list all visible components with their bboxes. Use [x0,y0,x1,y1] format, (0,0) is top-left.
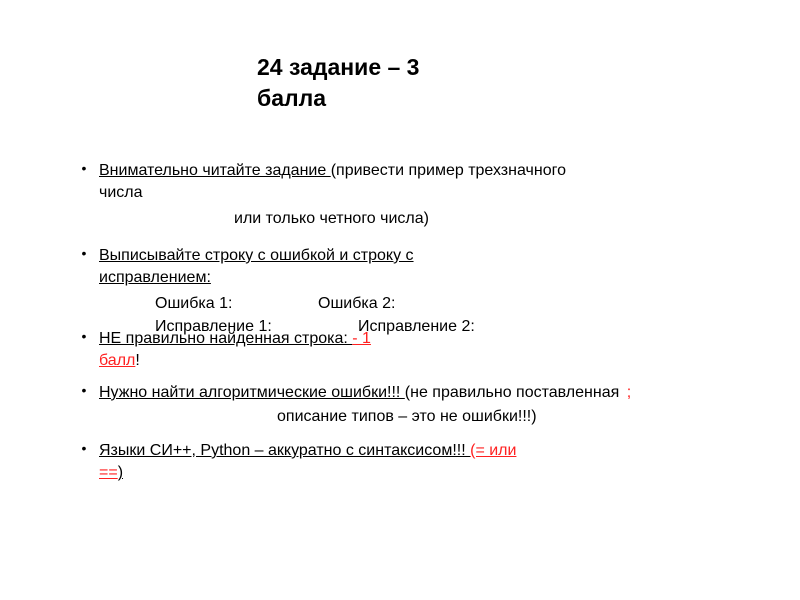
title-line-1: 24 задание – 3 [257,54,420,80]
languages-line-2 [99,462,516,484]
bullet-write-line [99,245,414,289]
languages-underlined: Языки СИ++, Python – аккуратно с синтаксисом!!! [99,442,471,459]
bullet-icon: • [81,160,87,176]
title-line-2: балла [257,85,327,111]
wrong-line-main: НЕ правильно найденная строка: [99,330,353,347]
fix-1-label: Исправление 1: [155,318,272,335]
bullet-icon: • [81,440,87,456]
semicolon-mark: ; [626,384,632,401]
algo-errors-rest: (не правильно поставленная [404,384,624,401]
bullet-read-task [99,160,566,230]
bullet-algo-errors [99,382,631,428]
slide-title [257,52,457,114]
wrong-line-line-2 [99,350,371,372]
algo-errors-underlined: Нужно найти алгоритмические ошибки!!! [99,384,405,401]
wrong-line-line-1 [99,328,371,350]
bullet-icon: • [81,382,87,398]
fix-2-label: Исправление 2: [358,318,475,335]
write-line-line-2: исправлением: [99,269,211,286]
wrong-line-penalty: - 1 [352,330,371,347]
read-task-line-1 [99,160,566,182]
languages-line-1 [99,440,516,462]
languages-close-paren: ) [117,464,124,481]
error-1-label: Ошибка 1: [155,295,233,312]
bullet-icon: • [81,245,87,261]
read-task-underlined: Внимательно читайте задание [99,162,331,179]
wrong-line-exclaim: ! [135,352,140,369]
algo-errors-line-1 [99,382,631,404]
bullet-languages [99,440,516,484]
error-2-label: Ошибка 2: [318,295,396,312]
read-task-line-3: или только четного числа) [234,210,429,227]
algo-errors-line-2: описание типов – это не ошибки!!!) [277,408,537,425]
write-line-line-1: Выписывайте строку с ошибкой и строку с [99,247,414,264]
wrong-line-ball: балл [99,352,136,369]
read-task-line-2: числа [99,184,143,201]
languages-double-eq: == [99,464,118,481]
read-task-rest: (привести пример трехзначного [330,162,566,179]
bullet-icon: • [81,328,87,344]
bullet-wrong-line [99,328,371,372]
languages-eq-note: (= или [470,442,517,459]
